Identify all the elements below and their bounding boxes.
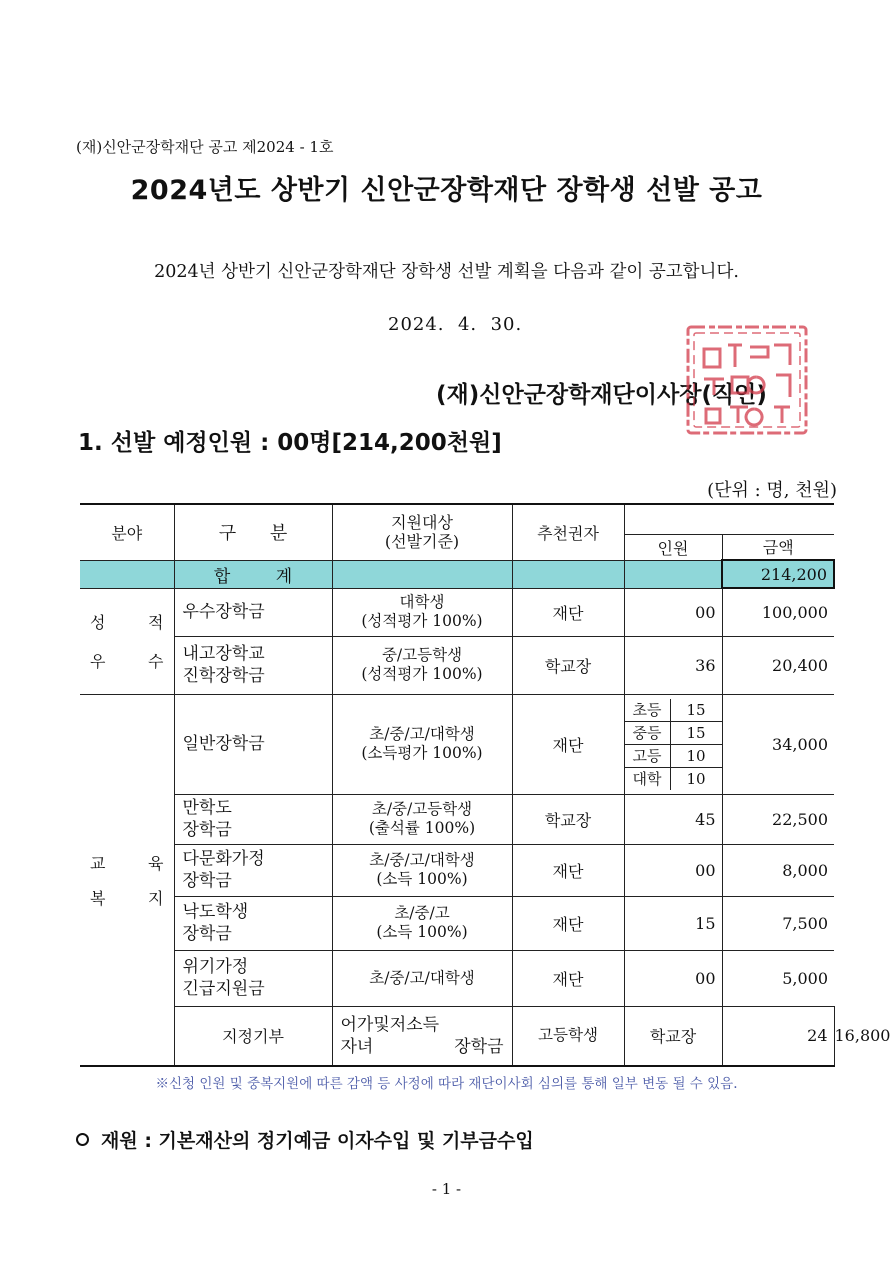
count-cell: 36 [624,636,722,694]
category-name: 일반장학금 [174,694,332,794]
field-welfare: 교 육 복 지 [80,694,174,1066]
amount-cell: 8,000 [722,844,834,896]
total-label: 합 계 [174,560,332,588]
count-cell: 15 [624,896,722,950]
category-name: 내고장학교 진학장학금 [174,636,332,694]
recommender-cell: 재단 [512,588,624,636]
notice-date: 2024. 4. 30. [388,314,523,335]
field-grade: 성 적 우 수 [80,588,174,694]
count-cell: 24 [722,1006,834,1066]
breakdown-count: 15 [671,699,722,722]
count-cell: 00 [624,844,722,896]
section-heading: 1. 선발 예정인원 : 00명[214,200천원] [78,430,502,456]
amount-cell: 5,000 [722,950,834,1006]
header-amount: 금액 [722,534,834,560]
count-cell: 00 [624,588,722,636]
table-row: 지정기부 어가및저소득 자녀 장학금 고등학생 학교장 24 16,800 [80,1006,834,1066]
header-recommender: 추천권자 [512,504,624,560]
table-row [80,950,834,1006]
recommender-cell: 재단 [512,896,624,950]
recommender-cell: 학교장 [624,1006,722,1066]
target-cell: 초/중/고/대학생 (소득평가 100%) [332,694,512,794]
header-category: 구 분 [174,504,332,560]
total-row [80,560,834,588]
amount-cell: 100,000 [722,588,834,636]
target-cell: 초/중/고등학생 (출석률 100%) [332,794,512,844]
category-name: 만학도 장학금 [174,794,332,844]
category-name: 위기가정 긴급지원금 [174,950,332,1006]
breakdown-cell [624,694,722,794]
scholarship-table [80,503,891,1067]
category-name: 낙도학생 장학금 [174,896,332,950]
total-amount: 214,200 [722,560,834,588]
footnote: ※신청 인원 및 중복지원에 따른 감액 등 사정에 따라 재단이사회 심의를 통해 일부 변동 될 수 있음. [155,1076,738,1092]
target-cell: 중/고등학생 (성적평가 100%) [332,636,512,694]
amount-cell: 22,500 [722,794,834,844]
page-number: - 1 - [431,1180,462,1198]
funding-line [76,1126,534,1153]
amount-cell: 34,000 [722,694,834,794]
header-count: 인원 [624,534,722,560]
header-split [624,504,834,534]
recommender-cell: 재단 [512,694,624,794]
table-row [80,588,834,636]
breakdown-count: 10 [671,745,722,768]
breakdown-level: 고등 [625,745,671,768]
intro-text: 2024년 상반기 신안군장학재단 장학생 선발 계획을 다음과 같이 공고합니다. [154,262,739,282]
breakdown-level: 대학 [625,768,671,790]
target-cell: 고등학생 [512,1006,624,1066]
target-cell: 대학생 (성적평가 100%) [332,588,512,636]
header-target: 지원대상 (선발기준) [332,504,512,560]
notice-number: (재)신안군장학재단 공고 제2024 - 1호 [76,138,334,156]
recommender-cell: 학교장 [512,794,624,844]
breakdown-count: 10 [686,769,706,788]
amount-cell: 20,400 [722,636,834,694]
breakdown-level: 중등 [625,722,671,745]
target-cell: 초/중/고 (소득 100%) [332,896,512,950]
count-cell: 45 [624,794,722,844]
category-name: 어가및저소득 자녀 장학금 [332,1006,512,1066]
official-seal-icon [682,321,812,439]
page-title: 2024년도 상반기 신안군장학재단 장학생 선발 공고 [130,175,763,206]
category-name: 다문화가정 장학금 [174,844,332,896]
target-cell: 초/중/고/대학생 (소득 100%) [332,844,512,896]
breakdown-level: 초등 [625,699,671,722]
field-designated: 지정기부 [174,1006,332,1066]
recommender-cell: 재단 [512,950,624,1006]
category-name: 우수장학금 [174,588,332,636]
header-field: 분야 [80,504,174,560]
recommender-cell: 재단 [512,844,624,896]
count-cell: 00 [624,950,722,1006]
target-cell: 초/중/고/대학생 [332,950,512,1006]
table-row [80,794,834,844]
breakdown-count: 15 [671,722,722,745]
table-row [80,896,834,950]
table-row [80,844,834,896]
table-row [80,636,834,694]
table-row [80,694,834,794]
unit-label: (단위 : 명, 천원) [707,480,837,501]
amount-cell: 7,500 [722,896,834,950]
signer: (재)신안군장학재단이사장(직인) [436,382,767,408]
circle-bullet-icon [76,1133,89,1146]
recommender-cell: 학교장 [512,636,624,694]
funding-text: 재원 : 기본재산의 정기예금 이자수입 및 기부금수입 [101,1130,534,1152]
